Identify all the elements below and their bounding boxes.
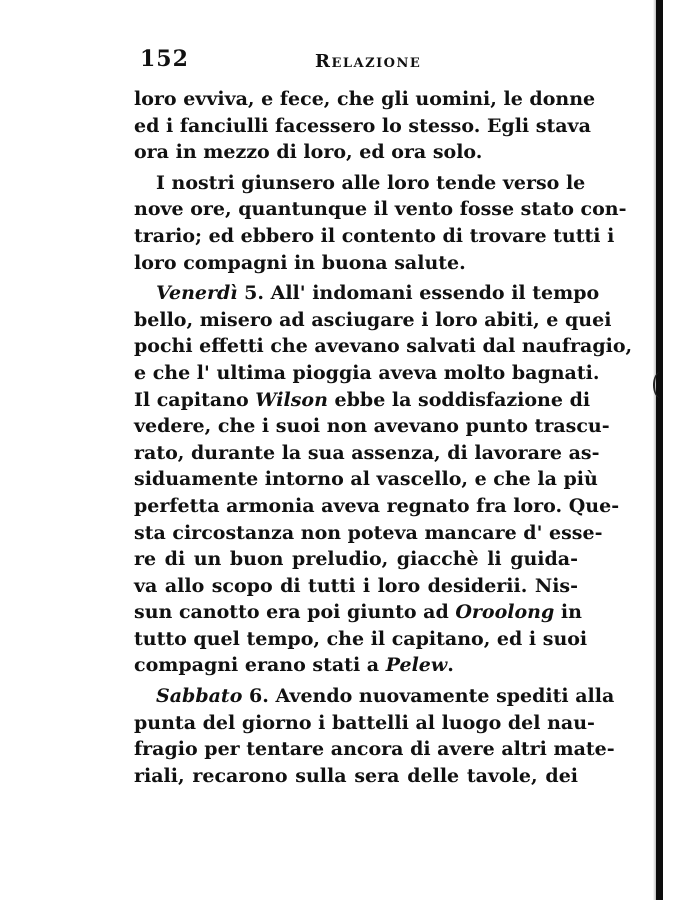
text-line: ed i fanciulli facessero lo stesso. Egli stava <box>134 114 591 137</box>
text-line: punta del giorno i battelli al luogo del nau- <box>134 711 595 734</box>
date-heading: Sabbato <box>156 685 243 708</box>
text-line: I nostri giunsero alle loro tende verso le <box>156 171 586 194</box>
text-line: Sabbato 6. Avendo nuovamente spediti alla <box>156 685 615 708</box>
text-line: ora in mezzo di loro, ed ora solo. <box>134 141 483 164</box>
page-number: 152 <box>140 46 189 72</box>
date-heading: Venerdì <box>156 282 238 305</box>
text-line: riali, recarono sulla sera delle tavole, dei <box>134 764 578 787</box>
text-line: e che l' ultima pioggia aveva molto bagnati. <box>134 361 600 384</box>
text-line: re di un buon preludio, giacchè li guida- <box>134 548 578 571</box>
text-line: loro evviva, e fece, che gli uomini, le donne <box>134 88 596 110</box>
text-line: loro compagni in buona salute. <box>134 251 466 274</box>
text-line: vedere, che i suoi non avevano punto trascu- <box>134 415 610 438</box>
text-line: tutto quel tempo, che il capitano, ed i suoi <box>134 627 588 650</box>
text-line: sta circostanza non poteva mancare d' esse- <box>134 521 603 544</box>
body-text <box>134 86 633 789</box>
text-line: perfetta armonia aveva regnato fra loro. Que- <box>134 494 620 517</box>
proper-name: Wilson <box>255 388 328 411</box>
text-line: compagni erano stati a Pelew. <box>134 654 454 677</box>
place-name: Oroolong <box>455 601 555 624</box>
text-line: siduamente intorno al vascello, e che la più <box>134 468 598 491</box>
text-line: fragio per tentare ancora di avere altri mate- <box>134 738 615 761</box>
binding-edge <box>656 0 663 900</box>
place-name: Pelew <box>385 654 448 677</box>
text-line: sun canotto era poi giunto ad Oroolong in <box>134 601 582 624</box>
text-line: pochi effetti che avevano salvati dal naufragio, <box>134 335 633 358</box>
page-header <box>140 46 580 80</box>
text-line: Venerdì 5. All' indomani essendo il tempo <box>156 282 600 305</box>
text-line: rato, durante la sua assenza, di lavorare as- <box>134 441 600 464</box>
text-line: nove ore, quantunque il vento fosse stato con- <box>134 198 627 221</box>
text-line: va allo scopo di tutti i loro desiderii. Nis- <box>134 574 578 597</box>
text-line: Il capitano Wilson ebbe la soddisfazione di <box>134 388 591 411</box>
binding-mark <box>653 372 667 398</box>
text-line: trario; ed ebbero il contento di trovare tutti i <box>134 224 615 247</box>
text-line: bello, misero ad asciugare i loro abiti, e quei <box>134 308 612 331</box>
running-head: Relazione <box>315 51 422 72</box>
